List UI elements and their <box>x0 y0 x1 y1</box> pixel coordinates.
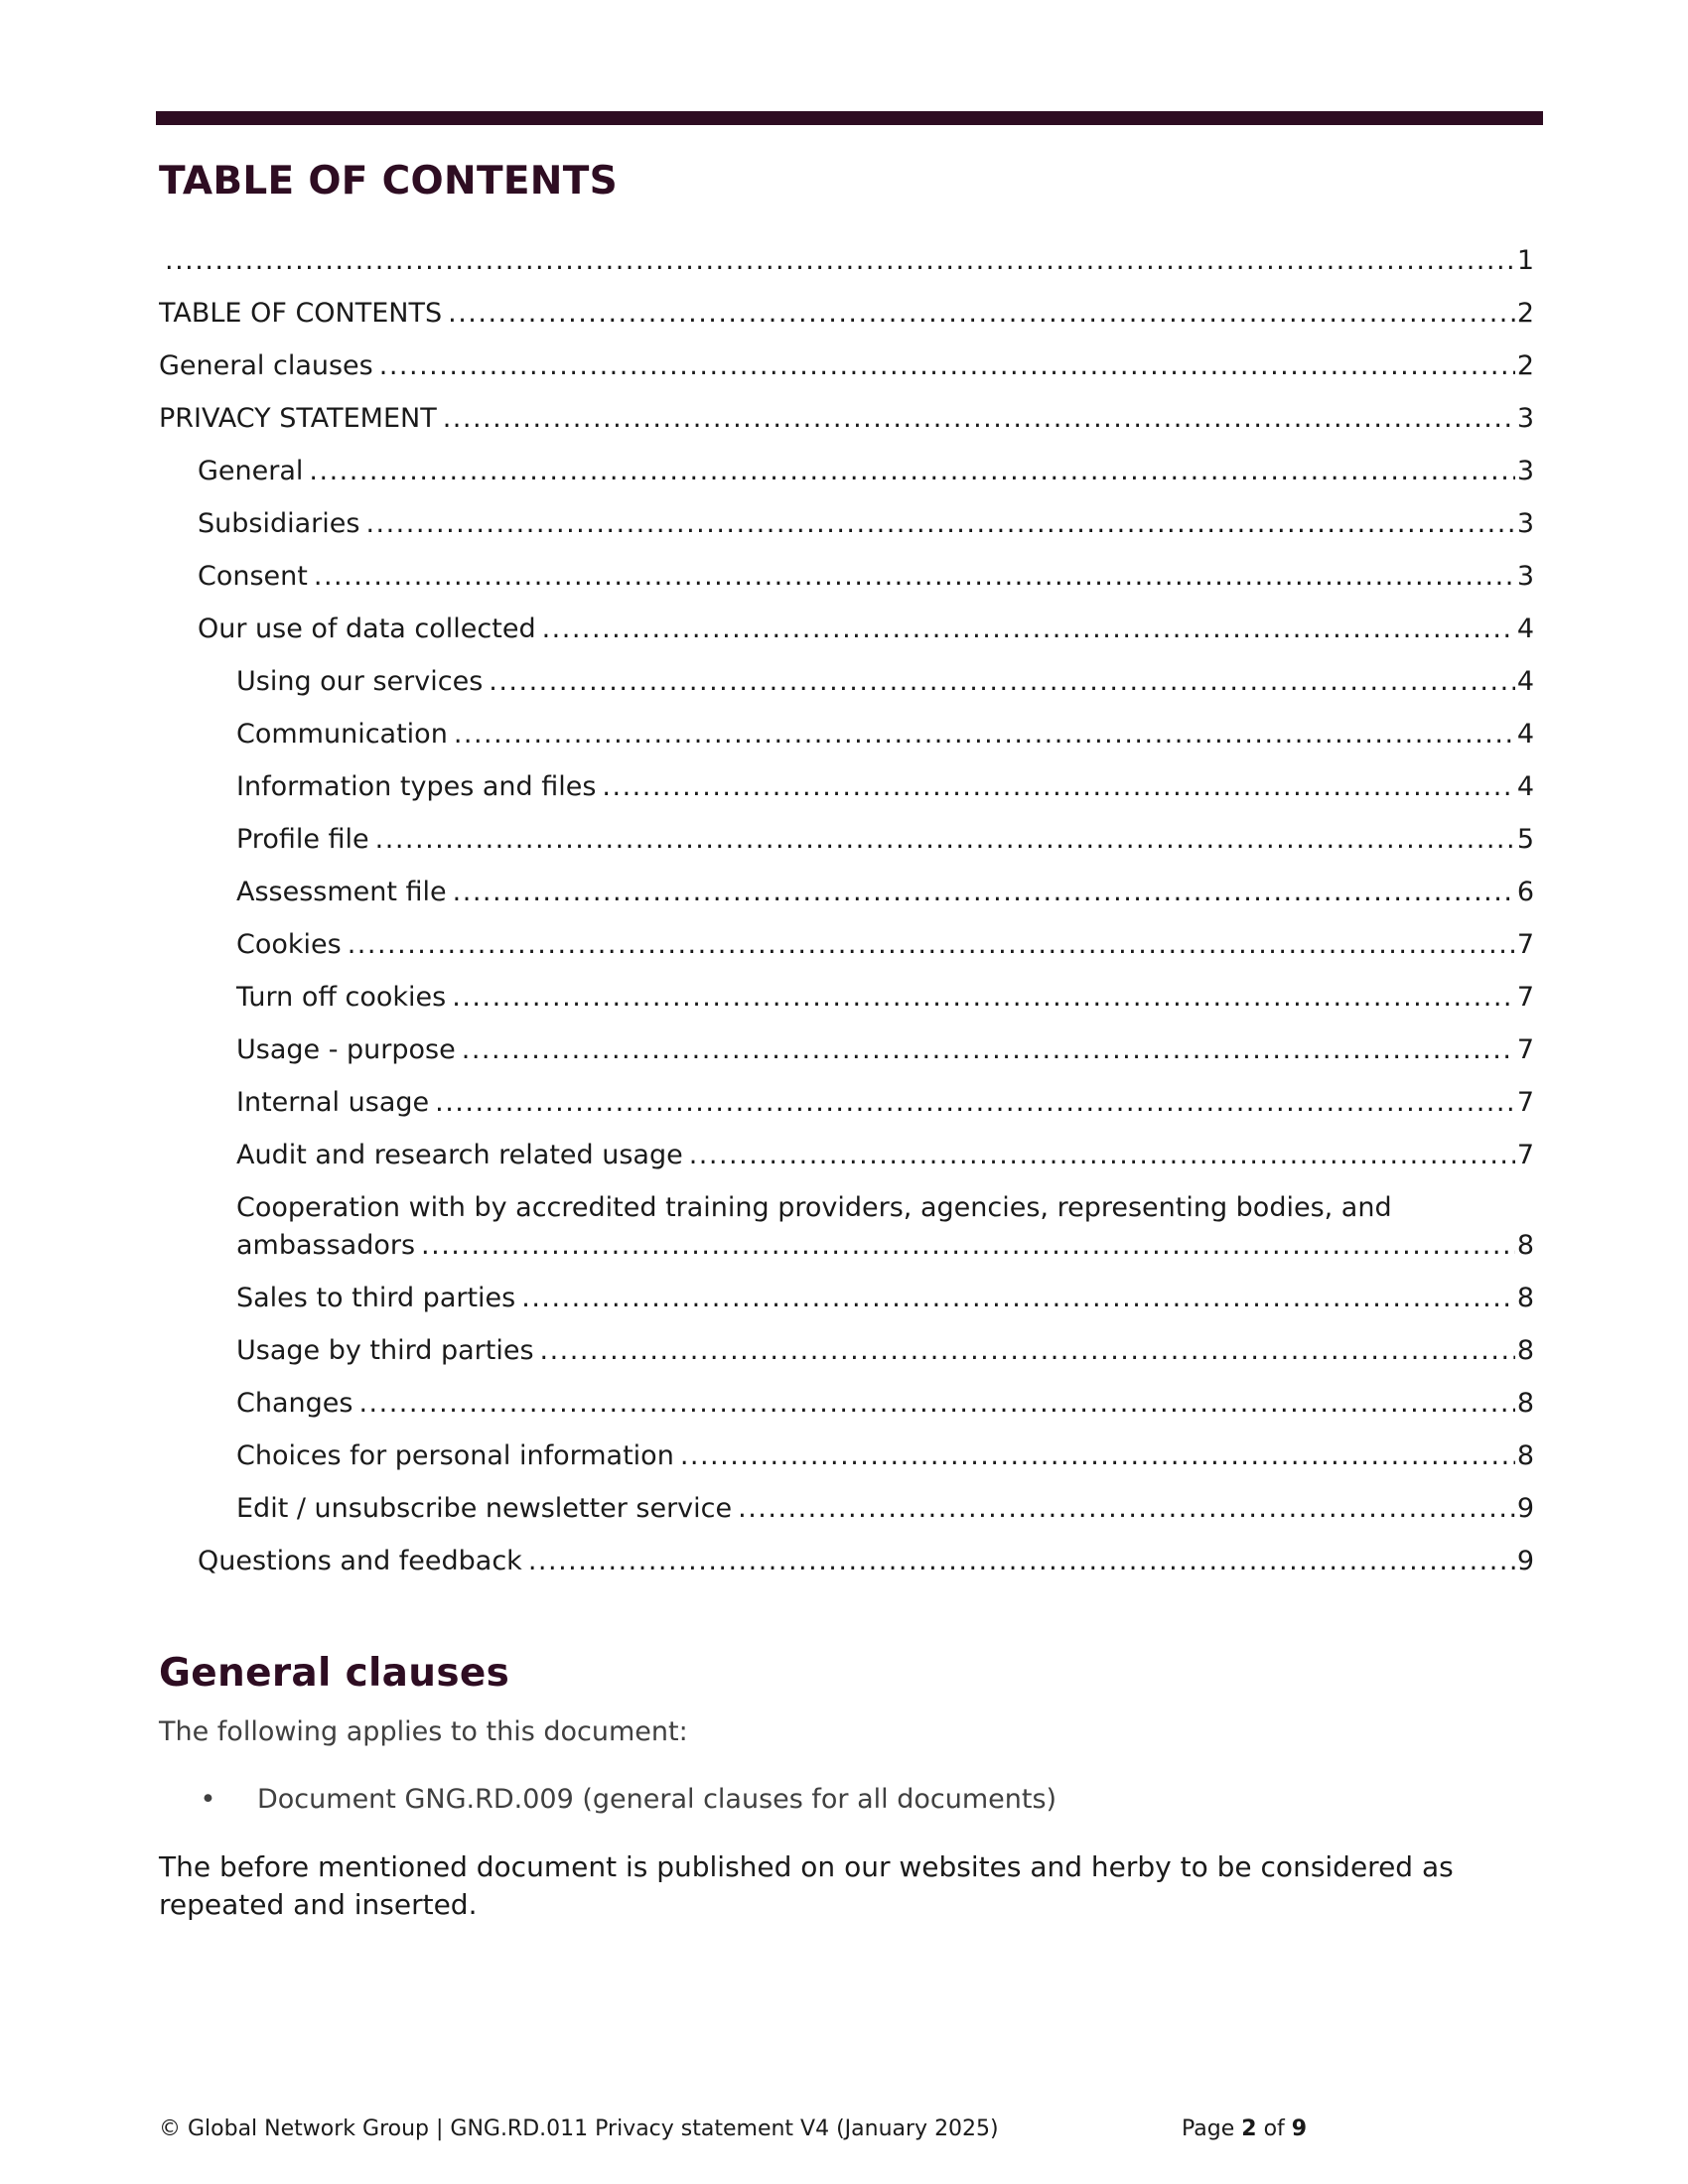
toc-entry-page: 9 <box>1516 1493 1534 1524</box>
toc-entry-text: Turn off cookies <box>236 982 447 1013</box>
page-label: Page <box>1182 2116 1235 2141</box>
toc-entry-text: Consent <box>198 561 308 592</box>
toc-heading: TABLE OF CONTENTS <box>159 159 619 204</box>
toc-leader <box>314 558 1515 596</box>
toc-leader <box>453 874 1515 911</box>
toc-entry[interactable] <box>159 1122 1534 1174</box>
toc-entry-text: PRIVACY STATEMENT <box>159 403 437 434</box>
toc-entry[interactable] <box>159 1069 1534 1122</box>
toc-entry-page: 3 <box>1516 508 1534 539</box>
toc-entry-text: Assessment file <box>236 877 447 907</box>
page-total: 9 <box>1291 2116 1308 2141</box>
toc-entry-page: 4 <box>1516 771 1534 802</box>
toc-leader <box>443 400 1515 438</box>
toc-entry[interactable] <box>159 911 1534 964</box>
toc-entry[interactable] <box>159 1017 1534 1069</box>
toc-entry-text: Profile file <box>236 824 369 855</box>
toc-leader <box>602 768 1514 806</box>
toc-entry-text: Changes <box>236 1388 353 1419</box>
toc-entry[interactable] <box>159 648 1534 701</box>
toc-leader <box>542 611 1515 648</box>
toc-entry-page: 1 <box>1516 245 1534 276</box>
toc-entry-text: Usage - purpose <box>236 1034 456 1065</box>
toc-leader <box>435 1084 1515 1122</box>
toc-entry[interactable] <box>159 596 1534 648</box>
toc-leader <box>365 505 1514 543</box>
toc-entry[interactable] <box>159 227 1534 280</box>
toc-entry-text: General <box>198 456 304 486</box>
bullet-dot-icon: • <box>200 1784 216 1815</box>
general-clauses-heading: General clauses <box>159 1651 510 1696</box>
toc-entry[interactable] <box>159 1370 1534 1423</box>
toc-entry-page: 7 <box>1516 1087 1534 1118</box>
general-clauses-intro: The following applies to this document: <box>159 1716 688 1747</box>
toc-entry-page: 7 <box>1516 1034 1534 1065</box>
toc-entry-page: 8 <box>1516 1388 1534 1419</box>
toc-entry[interactable] <box>159 1265 1534 1317</box>
toc-entry-text: TABLE OF CONTENTS <box>159 298 443 329</box>
toc-entry-text: Cooperation with by accredited training providers, agencies, representing bodies, and <box>236 1192 1392 1223</box>
toc-entry[interactable] <box>159 385 1534 438</box>
toc-entry-text-continued: ambassadors <box>236 1230 416 1261</box>
toc-entry-text: Our use of data collected <box>198 614 536 644</box>
toc-entry[interactable] <box>159 280 1534 333</box>
toc-entry-page: 4 <box>1516 614 1534 644</box>
toc-entry-page: 9 <box>1516 1546 1534 1576</box>
bullet-item <box>159 1781 1056 1819</box>
toc-entry-page: 6 <box>1516 877 1534 907</box>
general-clauses-body: The before mentioned document is published on our websites and herby to be considered as repeated and inserted. <box>159 1850 1454 1921</box>
page-of: of <box>1263 2116 1285 2141</box>
toc-entry-page: 3 <box>1516 561 1534 592</box>
toc-entry-page: 8 <box>1516 1335 1534 1366</box>
toc-entry[interactable] <box>159 333 1534 385</box>
page-current: 2 <box>1241 2116 1257 2141</box>
toc-leader <box>421 1227 1515 1265</box>
toc-entry-text: Cookies <box>236 929 342 960</box>
toc-entry[interactable] <box>159 806 1534 859</box>
toc-entry[interactable] <box>159 1174 1534 1265</box>
toc-entry[interactable] <box>159 1423 1534 1475</box>
toc-entry[interactable] <box>159 964 1534 1017</box>
toc-leader <box>448 295 1515 333</box>
toc-entry-text: Choices for personal information <box>236 1440 674 1471</box>
toc-entry-text: Communication <box>236 719 448 750</box>
toc-entry-page: 3 <box>1516 403 1534 434</box>
toc-leader <box>348 926 1515 964</box>
toc-entry[interactable] <box>159 490 1534 543</box>
toc-entry[interactable] <box>159 701 1534 753</box>
toc-list <box>159 227 1534 1580</box>
toc-leader <box>540 1332 1515 1370</box>
toc-leader <box>528 1543 1515 1580</box>
toc-entry-page: 8 <box>1516 1283 1534 1313</box>
toc-entry-page: 4 <box>1516 666 1534 697</box>
general-clauses-bullet-list <box>159 1781 1056 1819</box>
toc-leader <box>165 242 1515 280</box>
toc-leader <box>489 663 1515 701</box>
toc-entry-page: 2 <box>1516 298 1534 329</box>
toc-entry-text: Usage by third parties <box>236 1335 534 1366</box>
toc-entry-text: Edit / unsubscribe newsletter service <box>236 1493 733 1524</box>
toc-leader <box>689 1137 1515 1174</box>
toc-entry[interactable] <box>159 859 1534 911</box>
toc-leader <box>454 716 1515 753</box>
toc-entry[interactable] <box>159 438 1534 490</box>
toc-entry[interactable] <box>159 1317 1534 1370</box>
toc-leader <box>680 1437 1515 1475</box>
toc-entry[interactable] <box>159 753 1534 806</box>
toc-entry-page: 7 <box>1516 929 1534 960</box>
toc-leader <box>375 821 1515 859</box>
toc-entry-text: Subsidiaries <box>198 508 360 539</box>
toc-entry-page: 8 <box>1516 1440 1534 1471</box>
toc-leader <box>738 1490 1515 1528</box>
toc-entry-page: 7 <box>1516 982 1534 1013</box>
toc-entry-text: Internal usage <box>236 1087 430 1118</box>
toc-leader <box>521 1280 1515 1317</box>
toc-entry-page: 5 <box>1516 824 1534 855</box>
toc-entry-page: 3 <box>1516 456 1534 486</box>
toc-entry[interactable] <box>159 1475 1534 1528</box>
bullet-item-text: Document GNG.RD.009 (general clauses for all documents) <box>257 1784 1057 1815</box>
toc-entry[interactable] <box>159 543 1534 596</box>
toc-entry-text: Audit and research related usage <box>236 1140 683 1170</box>
footer-page-number <box>1182 2116 1307 2141</box>
toc-entry-text: Using our services <box>236 666 484 697</box>
footer-copyright: © Global Network Group | GNG.RD.011 Privacy statement V4 (January 2025) <box>159 2116 999 2141</box>
toc-entry-text: Sales to third parties <box>236 1283 516 1313</box>
toc-entry[interactable] <box>159 1528 1534 1580</box>
toc-entry-text: Information types and files <box>236 771 597 802</box>
toc-leader <box>379 347 1515 385</box>
toc-leader <box>462 1031 1515 1069</box>
toc-entry-text: General clauses <box>159 350 373 381</box>
toc-entry-page: 2 <box>1516 350 1534 381</box>
toc-entry-page: 4 <box>1516 719 1534 750</box>
toc-entry-text: Questions and feedback <box>198 1546 522 1576</box>
toc-leader <box>358 1385 1514 1423</box>
toc-leader <box>452 979 1515 1017</box>
toc-leader <box>309 453 1514 490</box>
top-rule <box>156 111 1543 125</box>
toc-entry-page: 8 <box>1516 1230 1534 1261</box>
toc-entry-page: 7 <box>1516 1140 1534 1170</box>
